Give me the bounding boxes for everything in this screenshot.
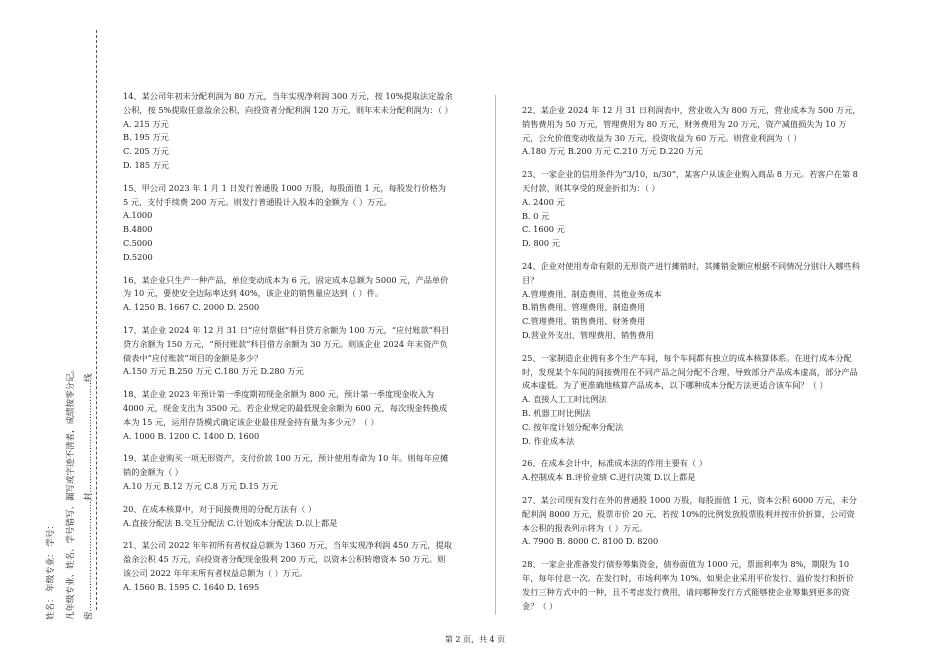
answer-option: D.5200 [123, 251, 153, 262]
binding-notice: 凡年级专业、姓名、学号错写、漏写或字迹不清者，成绩按零分记。 [66, 364, 76, 620]
question [123, 182, 453, 265]
question [522, 260, 862, 343]
answer-option: B. 机器工时比例法 [522, 407, 591, 418]
question-stem: 20、在成本核算中，对于间接费用的分配方法有（ ） [123, 503, 317, 514]
answer-option: A. 7900 B. 8000 C. 8100 D. 8200 [522, 536, 659, 547]
seal-line: 密…………………………………封…………………………………线 [84, 373, 94, 620]
page-number: 第 2 页，共 4 页 [444, 635, 506, 644]
answer-option: A. 1250 B. 1667 C. 2000 D. 2500 [123, 302, 260, 313]
answer-option: A.180 万元 B.200 万元 C.210 万元 D.220 万元 [522, 146, 703, 157]
question-stem: 23、一家企业的信用条件为“3/10，n/30”，某客户从该企业购入商品 8 万元。若客户在第 8 天付款，则其享受的现金折扣为：（ ） [522, 169, 858, 193]
question [123, 90, 453, 173]
question [123, 503, 453, 531]
left-column [123, 90, 453, 604]
answer-option: D. 185 万元 [123, 159, 170, 170]
question-stem: 21、某公司 2022 年年初所有者权益总额为 1360 万元，当年实现净利润 450 万元，提取盈余公积 45 万元，向投资者分配现金股利 200 万元，以资本公积转增资本 50 万元。则该公司 2022 年年末所有者权益总额为（ ）万元。 [123, 540, 452, 578]
answer-option: A. 1560 B. 1595 C. 1640 D. 1695 [123, 581, 260, 592]
question [123, 539, 453, 594]
answer-option: B. 195 万元 [123, 132, 169, 143]
answer-option: B.销售费用、管理费用、制造费用 [522, 302, 646, 313]
question-stem: 26、在成本会计中，标准成本法的作用主要有（ ） [522, 458, 707, 469]
question [123, 324, 453, 379]
question-stem: 17、某企业 2024 年 12 月 31 日“应付票据”科目贷方余额为 100 万元，“应付账款”科目贷方余额为 150 万元，“预付账款”科目借方余额为 30 万元。则该企业 2024 年末资产负债表中“应付账款”项目的金额是多少？ [123, 324, 450, 363]
binding-margin [40, 20, 115, 620]
question [522, 168, 862, 251]
question-stem: 14、某公司年初未分配利润为 80 万元，当年实现净利润 300 万元，按 10%提取法定盈余公积，按 5%提取任意盈余公积，向投资者分配利润 120 万元，则年末未分配利润为：（ ） [123, 91, 453, 115]
question [522, 104, 862, 159]
student-info-fields: 姓名： 年级专业： 学号： [46, 521, 56, 620]
answer-option: A.150 万元 B.250 万元 C.180 万元 D.280 万元 [123, 366, 304, 377]
cut-line [96, 30, 97, 610]
question [522, 494, 862, 549]
question-stem: 22、某企业 2024 年 12 月 31 日利润表中，营业收入为 800 万元，营业成本为 500 万元，销售费用为 50 万元，管理费用为 80 万元，财务费用为 20 万元，资产减值损失为 10 万元，公允价值变动收益为 30 万元，投资收益为 60 万元。则营业利润为（ ） [522, 105, 861, 143]
answer-option: C. 205 万元 [123, 146, 169, 157]
answer-option: C. 按年度计划分配率分配法 [522, 421, 624, 432]
answer-option: B. 0 元 [522, 210, 550, 221]
column-divider [495, 95, 496, 615]
answer-option: C. 1600 元 [522, 224, 565, 235]
question [123, 274, 453, 315]
answer-option: D.营业外支出、管理费用、销售费用 [522, 329, 654, 340]
answer-option: A.管理费用、制造费用、其他业务成本 [522, 288, 662, 299]
question [123, 388, 453, 443]
answer-option: C.5000 [123, 237, 153, 248]
question [123, 452, 453, 493]
answer-option: A. 1000 B. 1200 C. 1400 D. 1600 [123, 430, 260, 441]
question [522, 558, 862, 613]
answer-option: A. 2400 元 [522, 196, 565, 207]
question-stem: 24、企业对使用寿命有限的无形资产进行摊销时，其摊销金额应根据不同情况分别计入哪些科目？ [522, 260, 860, 285]
question-stem: 16、某企业只生产一种产品，单位变动成本为 6 元，固定成本总额为 5000 元，产品单价为 10 元，要使安全边际率达到 40%，该企业的销售量应达到（ ）件。 [123, 274, 449, 299]
question-stem: 19、某企业购买一项无形资产，支付价款 100 万元，预计使用寿命为 10 年。则每年应摊销的金额为（ ） [123, 453, 449, 478]
question-stem: 25、一家制造企业拥有多个生产车间，每个车间都有独立的成本核算体系。在进行成本分配时，发现某个车间的间接费用在不同产品之间分配不合理，导致部分产品成本虚高，部分产品成本虚低。为了更准确地核算产品成本，以下哪种成本分配方法更适合该车间？（ ） [522, 352, 858, 391]
answer-option: B.4800 [123, 224, 153, 235]
question [522, 352, 862, 449]
answer-option: A. 直接人工工时比例法 [522, 394, 607, 405]
answer-option: A.10 万元 B.12 万元 C.8 万元 D.15 万元 [123, 480, 278, 491]
question-stem: 18、某企业 2023 年预计第一季度期初现金余额为 800 元，预计第一季度现金收入为 4000 元，现金支出为 3500 元。若企业规定的最低现金余额为 600 元，每次现金转换成本为 15 元，运用存货模式确定该企业最佳现金持有量为多少元？（ ） [123, 389, 448, 427]
answer-option: C.管理费用、销售费用、财务费用 [522, 316, 646, 327]
question-stem: 15、甲公司 2023 年 1 月 1 日发行普通股 1000 万股，每股面值 1 元，每股发行价格为 5 元，支付手续费 200 万元。则发行普通股计入股本的金额为（ ）万元。 [123, 182, 446, 207]
answer-option: A.直接分配法 B.交互分配法 C.计划成本分配法 D.以上都是 [123, 517, 338, 528]
question [522, 457, 862, 485]
answer-option: A. 215 万元 [123, 118, 169, 129]
question-stem: 27、某公司现有发行在外的普通股 1000 万股，每股面值 1 元，资本公积 6000 万元，未分配利润 8000 万元，股票市价 20 元，若按 10%的比例发放股票股利并按市价折算，公司资本公积的报表列示将为（ ）万元。 [522, 494, 857, 533]
answer-option: A.1000 [123, 210, 153, 221]
question-stem: 28、一家企业准备发行债券筹集资金，债券面值为 1000 元，票面利率为 8%，期限为 10 年，每年付息一次。在发行时，市场利率为 10%。如果企业采用平价发行、溢价发行和折价发行三种方式中的一种，且不考虑发行费用，请问哪种发行方式能够使企业筹集到更多的资金？（ ） [522, 559, 854, 611]
answer-option: D. 作业成本法 [522, 435, 575, 446]
answer-option: D. 800 元 [522, 238, 560, 249]
answer-option: A.控制成本 B.评价业绩 C.进行决策 D.以上都是 [522, 472, 696, 483]
right-column [522, 104, 862, 622]
